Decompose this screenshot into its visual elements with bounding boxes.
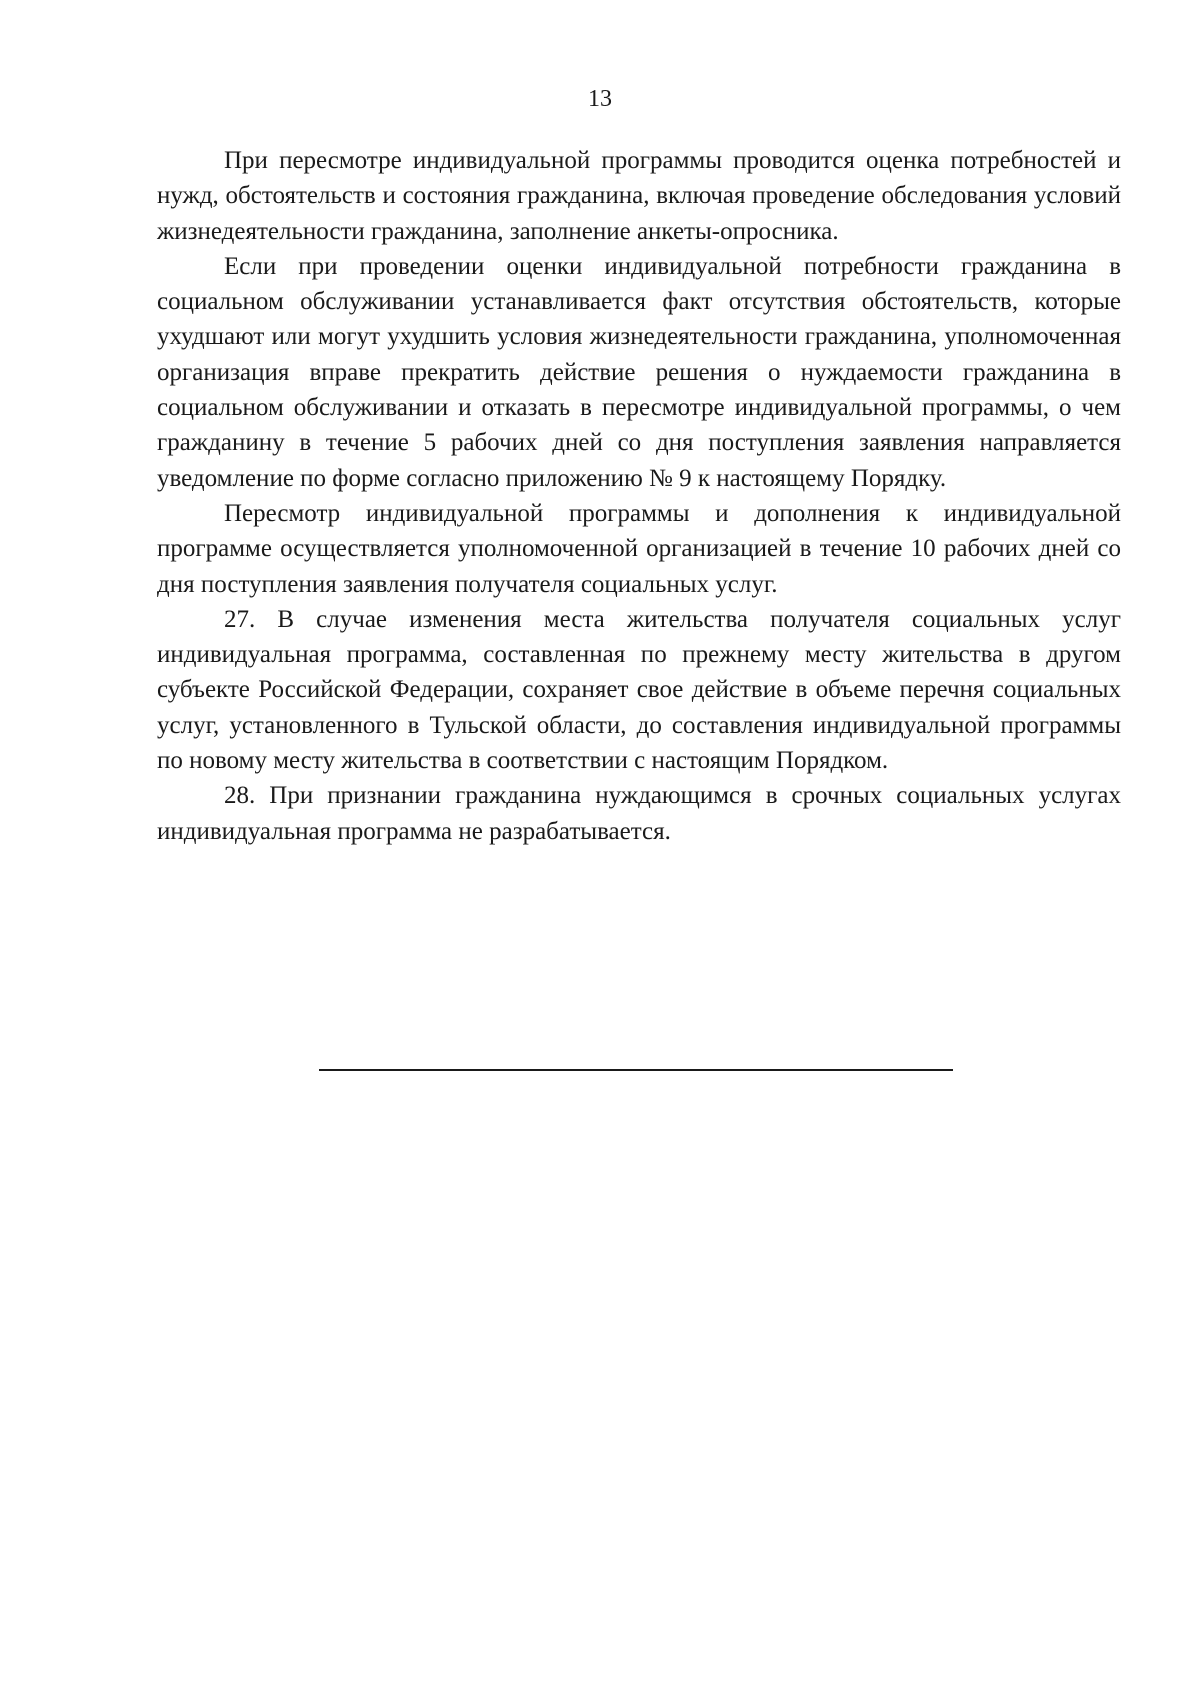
- end-of-text-rule: [319, 1069, 953, 1071]
- paragraph-clause-28: 28. При признании гражданина нуждающимся в срочных социальных услугах индивидуальная программа не разрабатывается.: [157, 782, 1121, 845]
- page-number: 13: [588, 86, 612, 112]
- paragraph-revision-term: Пересмотр индивидуальной программы и дополнения к индивидуальной программе осуществляется уполномоченной организацией в течение 10 рабочих дней со дня поступления заявления получателя социальных услуг.: [157, 499, 1121, 598]
- paragraph-revision-refusal: Если при проведении оценки индивидуальной потребности гражданина в социальном обслуживании устанавливается факт отсутствия обстоятельств, которые ухудшают или могут ухудшить условия жизнедеятельности гражданина, уполномоченная организация вправе прекратить действие решения о нуждаемости гражданина в социальном обслуживании и отказать в пересмотре индивидуальной программы, о чем гражданину в течение 5 рабочих дней со дня поступления заявления направляется уведомление по форме согласно приложению № 9 к настоящему Порядку.: [157, 252, 1121, 492]
- paragraph-revision-assessment: При пересмотре индивидуальной программы проводится оценка потребностей и нужд, обстоятельств и состояния гражданина, включая проведение обследования условий жизнедеятельности гражданина, заполнение анкеты-опросника.: [157, 147, 1121, 245]
- paragraph-clause-27: 27. В случае изменения места жительства получателя социальных услуг индивидуальная программа, составленная по прежнему месту жительства в другом субъекте Российской Федерации, сохраняет свое действие в объеме перечня социальных услуг, установленного в Тульской области, до составления индивидуальной программы по новому месту жительства в соответствии с настоящим Порядком.: [157, 605, 1121, 775]
- document-body: [157, 143, 1121, 849]
